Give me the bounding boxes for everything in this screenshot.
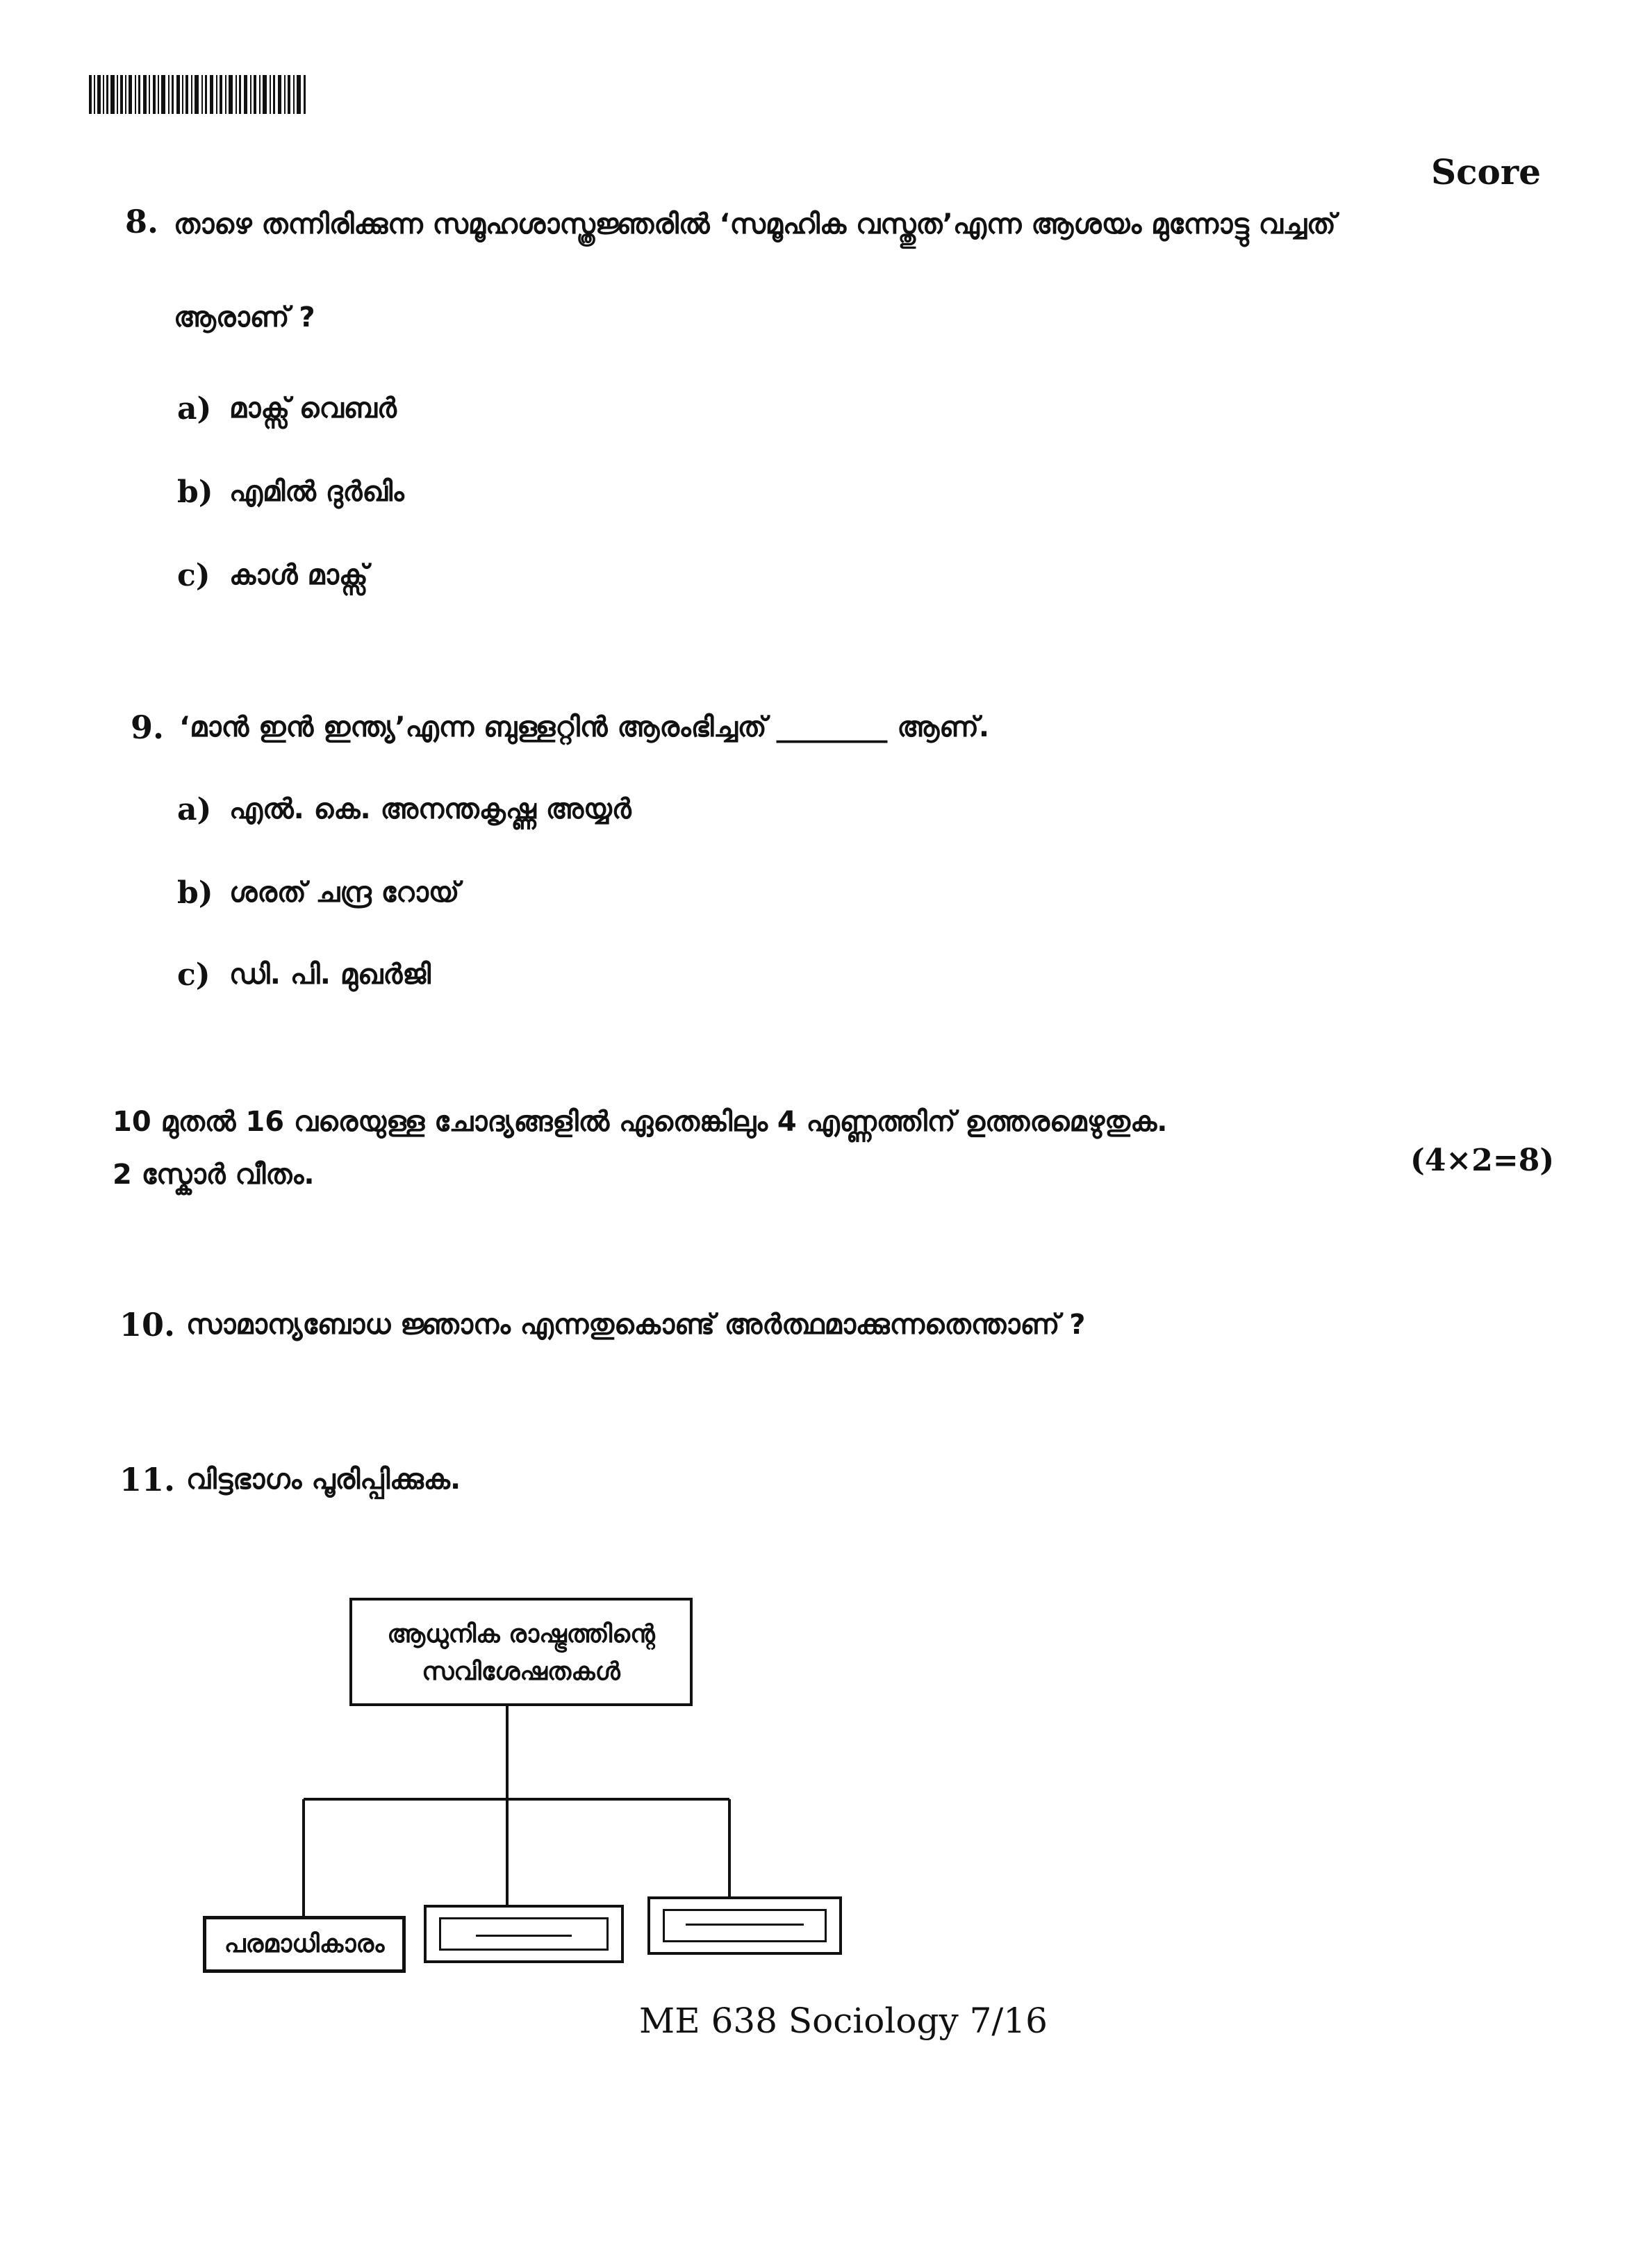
diagram-root-box xyxy=(349,1598,693,1706)
diagram-child-sovereignty xyxy=(203,1916,406,1973)
q9-option-b-letter: b) xyxy=(177,875,213,911)
barcode-icon xyxy=(89,75,308,114)
q8-option-a: മാക്സ് വെബർ xyxy=(229,392,397,424)
diagram-child-blank-1 xyxy=(424,1905,624,1963)
diagram-blank-inner-1 xyxy=(439,1917,609,1951)
q8-option-b-letter: b) xyxy=(177,474,213,510)
q8-option-b: എമിൽ ദുർഖിം xyxy=(229,476,404,508)
paper-code-footer: ME 638 Sociology 7/16 xyxy=(639,2001,1048,2041)
q11-text: വിട്ടഭാഗം പൂരിപ്പിക്കുക. xyxy=(186,1464,461,1496)
q8-text-line1: താഴെ തന്നിരിക്കുന്ന സമൂഹശാസ്ത്രജ്ഞരിൽ ‘സമൂഹിക വസ്തുത’എന്ന ആശയം മുന്നോട്ടു വച്ചത് xyxy=(174,208,1336,240)
q10-number: 10. xyxy=(119,1306,176,1343)
diagram-child-blank-2 xyxy=(647,1896,842,1955)
q9-text: ‘മാൻ ഇൻ ഇന്ത്യ’എന്ന ബുള്ളറ്റിൻ ആരംഭിച്ചത് ________ ആണ്. xyxy=(179,711,990,743)
q11-number: 11. xyxy=(119,1461,176,1498)
q8-number: 8. xyxy=(125,203,159,240)
q8-option-a-letter: a) xyxy=(177,391,212,427)
diagram-root-line1: ആധുനിക രാഷ്ട്രത്തിന്റെ xyxy=(387,1620,655,1648)
q9-number: 9. xyxy=(131,709,165,746)
blank-line-1 xyxy=(476,1935,572,1937)
q10-text: സാമാന്യബോധ ജ്ഞാനം എന്നതുകൊണ്ട് അർത്ഥമാക്കുന്നതെന്താണ് ? xyxy=(186,1309,1086,1341)
fill-in-diagram xyxy=(195,1584,854,1973)
blank-line-2 xyxy=(686,1924,804,1926)
q9-option-c: ഡി. പി. മുഖർജി xyxy=(229,959,431,991)
q8-option-c: കാൾ മാക്സ് xyxy=(229,559,368,591)
diagram-root-line2: സവിശേഷതകൾ xyxy=(422,1657,620,1686)
section-marks: (4×2=8) xyxy=(1410,1143,1555,1178)
section-instruction-line1: 10 മുതൽ 16 വരെയുള്ള ചോദ്യങ്ങളിൽ ഏതെങ്കിലും 4 എണ്ണത്തിന് ഉത്തരമെഴുതുക. xyxy=(113,1106,1168,1138)
q8-option-c-letter: c) xyxy=(177,558,210,593)
section-instruction-line2: 2 സ്കോർ വീതം. xyxy=(113,1159,315,1191)
q9-option-b: ശരത് ചന്ദ്ര റോയ് xyxy=(229,877,460,909)
diagram-blank-inner-2 xyxy=(663,1909,827,1942)
q9-option-a: എൽ. കെ. അനന്തകൃഷ്ണ അയ്യർ xyxy=(229,793,631,825)
q9-option-c-letter: c) xyxy=(177,957,210,993)
score-label: Score xyxy=(1431,151,1542,192)
diagram-child1-label: പരമാധികാരം xyxy=(224,1930,385,1958)
q8-text-line2: ആരാണ് ? xyxy=(174,301,315,333)
q9-option-a-letter: a) xyxy=(177,792,212,827)
